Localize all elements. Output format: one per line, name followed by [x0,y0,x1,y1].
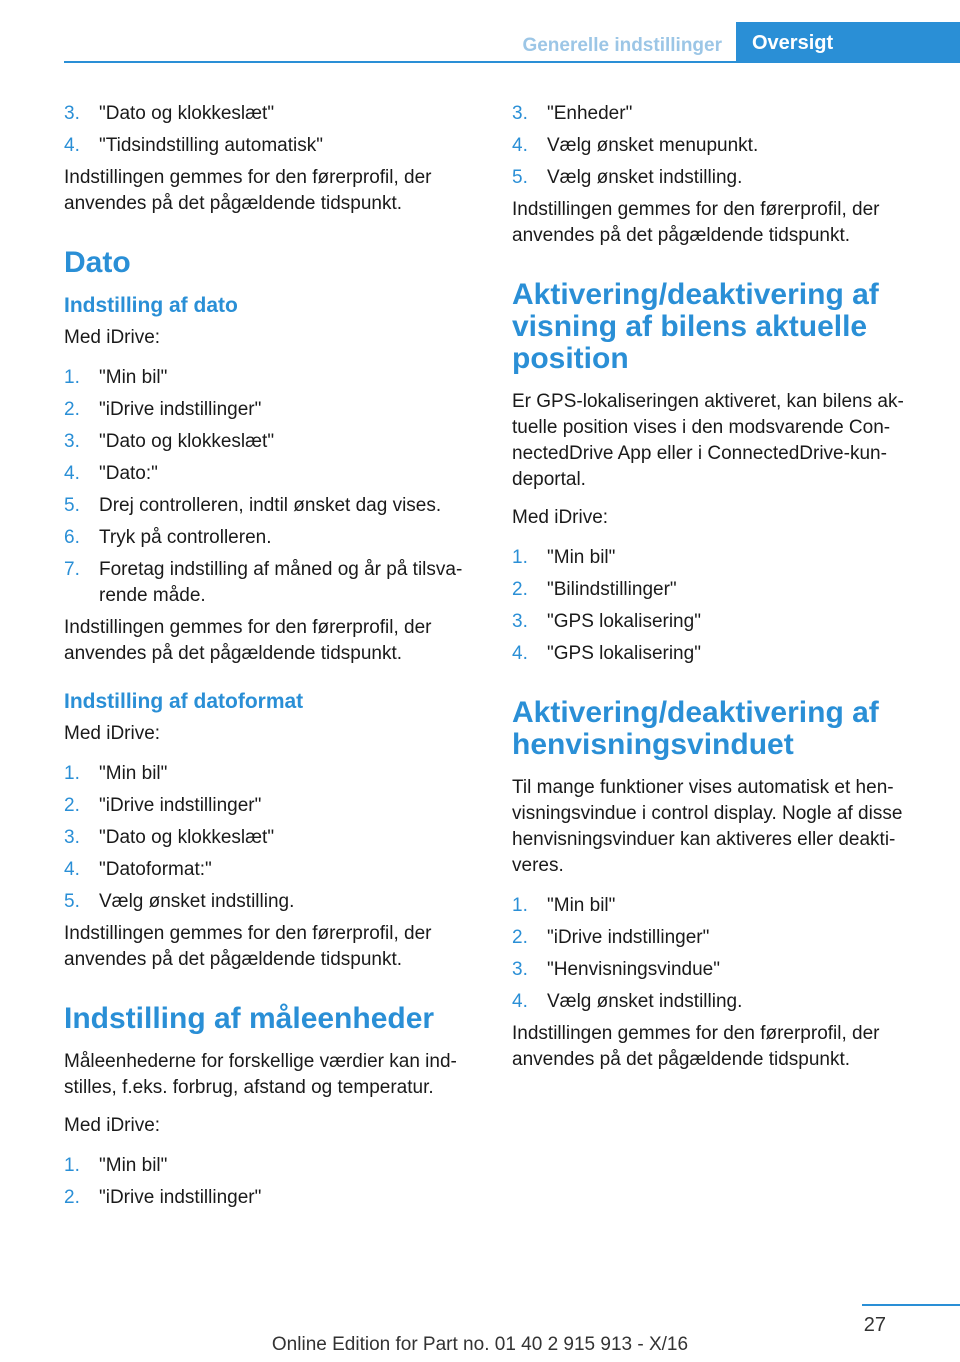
step-text: "GPS lokalisering" [547,643,701,664]
step-list [512,893,924,1015]
step-text: "Min bil" [547,547,616,568]
step-number: 4. [64,463,80,484]
step-text: "iDrive indstillinger" [547,927,710,948]
step-item [512,609,924,635]
step-list [512,545,924,667]
step-item [64,525,476,551]
step-item [512,133,924,159]
step-text: "Datoformat:" [99,859,212,880]
step-text: "iDrive indstillinger" [99,795,262,816]
section-title-units: Indstilling af måleenheder [64,1002,435,1035]
profile-note: Indstillingen gemmes for den førerprofil, der anvendes på det pågældende tidspunkt. [64,617,432,664]
profile-note: Indstillingen gemmes for den førerprofil, der anvendes på det pågældende tidspunkt. [512,1023,880,1070]
page-header [0,0,960,62]
step-text: "Dato og klokkeslæt" [99,431,275,452]
step-number: 1. [64,367,80,388]
units-body: Måleenhederne for forskellige værdier kan ind-stilles, f.eks. forbrug, afstand og temperatur. [64,1051,457,1098]
step-item [512,577,924,603]
step-text: Vælg ønsket indstilling. [547,167,743,188]
step-text: "GPS lokalisering" [547,611,701,632]
step-list [64,761,476,915]
position-body: Er GPS-lokaliseringen aktiveret, kan bilens ak-tuelle position vises i den modsvarende Con-nectedDrive App eller i ConnectedDrive-kun-deportal. [512,391,904,490]
step-text: "iDrive indstillinger" [99,1187,262,1208]
step-list [64,1153,476,1211]
step-number: 3. [512,611,528,632]
step-number: 2. [64,399,80,420]
step-number: 1. [64,763,80,784]
edition-footer: Online Edition for Part no. 01 40 2 915 913 - X/16 [271,1334,689,1355]
header-chapter-tab: Oversigt [736,22,960,61]
step-item [64,857,476,883]
step-item [64,101,476,127]
header-section-title: Generelle indstillinger [522,35,722,56]
step-text: Vælg ønsket indstilling. [99,891,295,912]
idrive-intro: Med iDrive: [64,723,161,744]
step-number: 2. [512,579,528,600]
step-number: 6. [64,527,80,548]
subsection-title-set-date: Indstilling af dato [64,294,238,317]
step-item [512,925,924,951]
step-item [64,429,476,455]
step-item [512,957,924,983]
step-number: 2. [512,927,528,948]
step-list [64,365,476,609]
left-column [64,101,476,1217]
step-item [512,893,924,919]
step-item [512,641,924,667]
step-item [64,365,476,391]
step-number: 4. [512,643,528,664]
step-item [64,557,476,609]
step-list [64,101,476,159]
step-text: "Dato:" [99,463,158,484]
profile-note: Indstillingen gemmes for den førerprofil, der anvendes på det pågældende tidspunkt. [512,199,880,246]
step-text: "Henvisningsvindue" [547,959,720,980]
step-item [512,545,924,571]
step-number: 3. [512,103,528,124]
idrive-intro: Med iDrive: [512,507,609,528]
step-text: Vælg ønsket indstilling. [547,991,743,1012]
step-number: 4. [64,859,80,880]
profile-note: Indstillingen gemmes for den førerprofil, der anvendes på det pågældende tidspunkt. [64,923,432,970]
idrive-intro: Med iDrive: [64,327,161,348]
section-title-hint-window: Aktivering/deaktivering af henvisningsvinduet [512,696,879,761]
step-number: 4. [512,135,528,156]
section-title-dato: Dato [64,246,131,279]
step-item [64,889,476,915]
step-text: "Tidsindstilling automatisk" [99,135,323,156]
step-item [64,825,476,851]
step-text: Vælg ønsket menupunkt. [547,135,759,156]
page-number: 27 [863,1314,886,1336]
step-number: 5. [64,495,80,516]
step-text: "iDrive indstillinger" [99,399,262,420]
step-text: "Min bil" [99,763,168,784]
step-item [64,1185,476,1211]
step-item [64,397,476,423]
step-number: 1. [512,547,528,568]
step-item [64,493,476,519]
step-number: 3. [64,827,80,848]
step-number: 7. [64,559,80,580]
profile-note: Indstillingen gemmes for den førerprofil, der anvendes på det pågældende tidspunkt. [64,167,432,214]
step-item [64,761,476,787]
step-number: 5. [512,167,528,188]
step-item [512,165,924,191]
right-column [512,101,924,1085]
subsection-title-date-format: Indstilling af datoformat [64,690,304,713]
step-text: "Min bil" [99,367,168,388]
step-text: "Dato og klokkeslæt" [99,103,275,124]
step-number: 5. [64,891,80,912]
step-number: 2. [64,1187,80,1208]
step-number: 3. [512,959,528,980]
step-text: Tryk på controlleren. [99,527,272,548]
step-text: "Min bil" [99,1155,168,1176]
step-text: "Enheder" [547,103,633,124]
step-item [64,1153,476,1179]
step-text: Foretag indstilling af måned og år på tilsva-rende måde. [99,559,463,606]
step-item [64,133,476,159]
step-text: "Dato og klokkeslæt" [99,827,275,848]
step-number: 3. [64,103,80,124]
step-text: "Bilindstillinger" [547,579,677,600]
step-number: 1. [64,1155,80,1176]
step-item [512,101,924,127]
step-number: 3. [64,431,80,452]
step-number: 4. [64,135,80,156]
step-number: 4. [512,991,528,1012]
step-item [64,793,476,819]
step-item [64,461,476,487]
header-rule [64,61,960,63]
step-number: 2. [64,795,80,816]
idrive-intro: Med iDrive: [64,1115,161,1136]
step-text: "Min bil" [547,895,616,916]
footer-rule [862,1304,960,1306]
step-list [512,101,924,191]
hint-body: Til mange funktioner vises automatisk et hen-visningsvindue i control display. Nogle af disse henvisningsvinduer kan aktiveres eller deakti-veres. [512,777,903,876]
step-number: 1. [512,895,528,916]
step-item [512,989,924,1015]
step-text: Drej controlleren, indtil ønsket dag vises. [99,495,442,516]
section-title-position: Aktivering/deaktivering af visning af bilens aktuelle position [512,278,879,375]
